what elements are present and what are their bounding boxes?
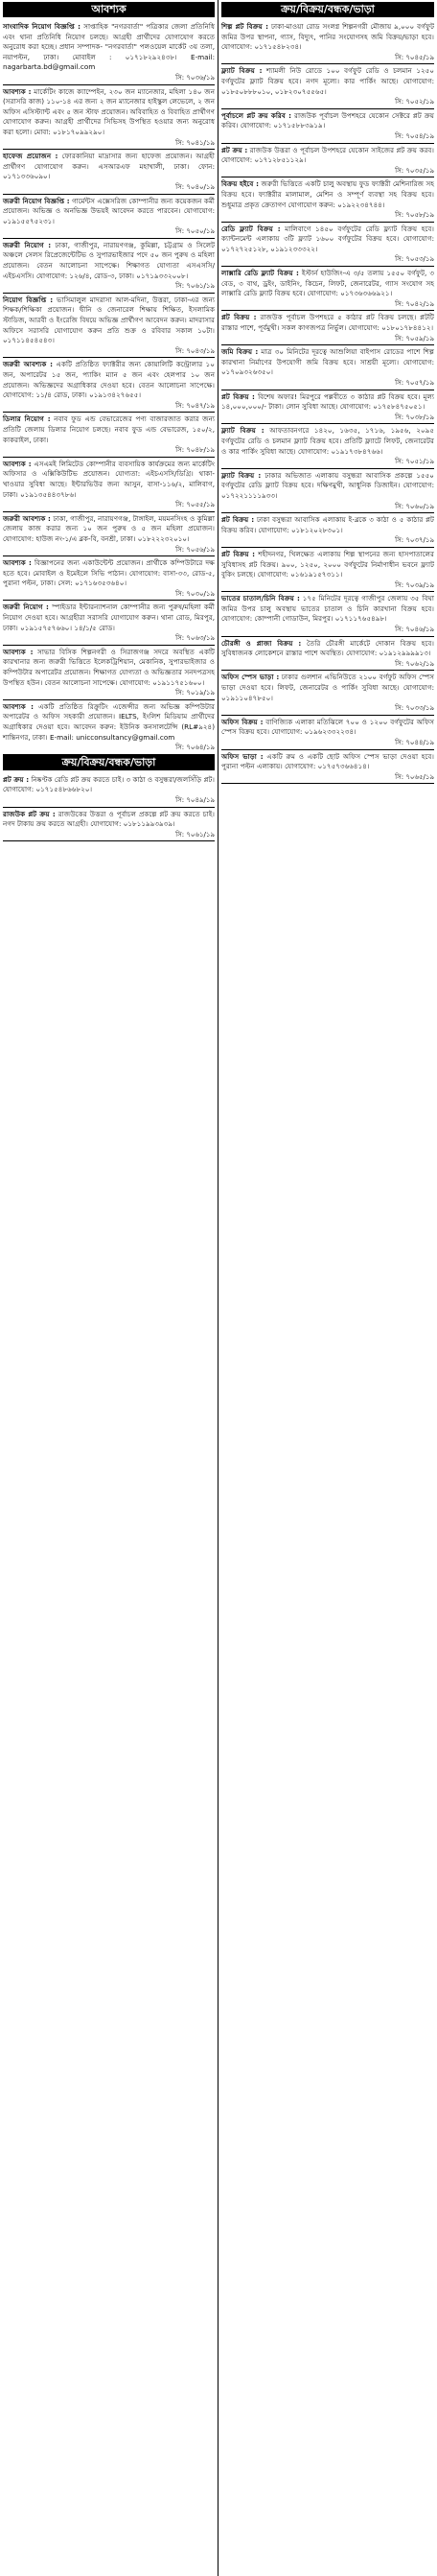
ad-body: মার্কেটিং কাজে ক্যাম্পেইন, ২৩০ জন ম্যানেজার, মহিলা ১৪০ জন (সরাসরি কাজ) ১১০-১৪ এর জন্য ২ জন ম্যানেজার হাইস্কুল লেভেলে, ২ জন অফিস এসিস্ট্যান্ট এবং ৫ জন স্টাফ প্রয়োজন। অবিবাহিত ও বিবাহিত প্রার্থীগণ যোগাযোগ করুন। আগ্রহী প্রার্থীদের সিভিসহ উপস্থিত হওয়ার জন্য অনুরোধ করা হলো। মোবা: ০১৮১৭০৯৯২৯০। — [3, 86, 215, 136]
ad-body: ১৭৫ মিনিটের দূরত্বে গাজীপুর জেলায় ৩৫ বিঘা জমির উপর চালু অবস্থায় ভাতের চাতাল ও চিনি কারখানা বিক্রয় হবে। যোগাযোগ: কোম্পানী গোডাউন, মিরপুর। ০১৭১১৭৬৫৪৯৮। — [221, 594, 434, 624]
ad-code: সি: ৭০৫১/১৯ — [395, 458, 434, 466]
ad-text — [3, 152, 215, 182]
ad-code: সি: ৭০৫২/১৯ — [395, 98, 434, 106]
ad-code: সি: ৭০৪২/১৯ — [395, 299, 434, 308]
ad-body: নিষ্কণ্টক রেডি প্লট ক্রয় করতে চাই। ৩ কাঠা ও বসুন্ধরা/জলসিঁড়ি প্লট। যোগাযোগ: ০১৭১৫৪৮৬৬৮২০। — [3, 774, 215, 794]
classified-ad — [221, 345, 434, 390]
ad-text — [221, 313, 434, 333]
ad-text — [221, 111, 434, 131]
ad-keyword: নিয়োগ বিজ্ঞপ্তি : — [3, 295, 54, 304]
ad-body: বাণিজ্যিক এলাকা মতিঝিলে ৭০০ ও ১২০০ বর্গফুটের অফিস স্পেস বিক্রয় হবে। যোগাযোগ: ০১৯৬২৩৩২২৩৪। — [221, 717, 434, 737]
ad-code: সি: ৭০৪৭/১৯ — [175, 401, 215, 410]
ad-keyword: প্লট বিক্রয় : — [221, 515, 255, 525]
ad-keyword: প্লট বিক্রয় : — [221, 313, 257, 322]
classified-ad — [3, 601, 215, 645]
classified-ad — [3, 700, 215, 755]
ad-code: সি: ৭০৬২/১৯ — [395, 659, 434, 668]
ad-text — [221, 392, 434, 413]
ad-body: স্পাইডার ইন্টারন্যাশনাল কোম্পানীর জন্য পুরুষ/মহিলা কর্মী নিয়োগ দেওয়া হবে। আগ্রহীরা সরাসরি যোগাযোগ করুন। থানা রোড, মিরপুর, ঢাকা। ০১৯১৫৭৫৭৬৬০। ১৪/১/৫ রোড। — [3, 603, 215, 632]
ad-code: সি: ৭০৩৭/১৯ — [395, 536, 434, 545]
ad-code: সি: ৭০৫০/১৯ — [175, 227, 215, 236]
ad-code: সি: ৭০৩০/১৯ — [175, 589, 215, 598]
ad-keyword: প্লট ক্রয় : — [221, 145, 248, 154]
ad-body: ঢাকা বসুন্ধরা আবাসিক এলাকায় ই-ব্লকে ৩ কাঠা ও ৫ কাঠার প্লট বিক্রয় করিব। যোগাযোগ: ০১৮১২০২৮৩০১। — [221, 515, 434, 534]
ad-text — [221, 269, 434, 299]
ad-keyword: প্লট ক্রয় : — [3, 774, 30, 784]
right-column — [218, 0, 437, 2576]
ad-keyword: রাজউক প্লট ক্রয় : — [3, 809, 56, 818]
ad-body: ঢাকা, গাজীপুর, নারায়ণগঞ্জ, টাঙ্গাইল, ময়মনসিংহ ও কুমিল্লা জেলায় কাজ করার জন্য ১০ জন পুরুষ ও ৫ জন মহিলা প্রয়োজন। যোগাযোগ: হাউজ নং-১/এ ব্লক-বি, বনশ্রী, ঢাকা। ০১৮২২২৩২০১০। — [3, 513, 215, 543]
ad-code: সি: ৭০৩৮/১৯ — [395, 413, 434, 421]
ad-code: সি: ৭০৪৩/১৯ — [175, 346, 215, 355]
ad-body: রাজউক উত্তরা ও পূর্বাচল উপশহরে যেকোন সাইজের প্লট ক্রয় করব। যোগাযোগ: ০১৭১২৮৫১১২৯। — [221, 145, 434, 165]
classified-ad — [221, 223, 434, 267]
ad-text — [221, 347, 434, 378]
ad-text — [221, 639, 434, 659]
ad-keyword: পূর্বাচলে প্লট ক্রয় করিব : — [221, 110, 291, 120]
classified-ad — [3, 773, 215, 808]
classified-ad — [3, 20, 215, 85]
ad-body: এসএমই লিমিটেড কোম্পানীর ব্যবসায়িক কার্যক্রমের জন্য মার্কেটিং অফিসার ও এক্সিকিউটিভ প্রয়োজন। যোগ্যতা: এইচএসসি/ডিগ্রি। থাকা-খাওয়ার সুবিধা আছে। ইন্টারভিউর জন্য আসুন, বাসা-১১৬/২, মালিবাগ, ঢাকা। ০১৯১৩৫৪৪৩৭৮৬। — [3, 459, 215, 499]
ad-keyword: জরুরী নিয়োগ : — [3, 603, 49, 612]
ad-body: সাপ্তাহিক "নগরবার্তা" পত্রিকার জেলা প্রতিনিধি এবং থানা প্রতিনিধি নিয়োগ চলছে। আগ্রহী প্রার্থীদের যোগাযোগ করতে অনুরোধ করা হচ্ছে। প্রধান সম্পাদক- "নগরবার্তা" পলওয়েল মার্কেট ৩য় তলা, নয়াপল্টন, ঢাকা। মোবাইল : ০১৭১৮২৯২৪৩৮। E-mail: nagarbarta.bd@gmail.com — [3, 22, 215, 72]
ad-body: বিজ্ঞাপনের জন্য একাউন্টেন্ট প্রয়োজন। প্রার্থীকে কম্পিউটারে দক্ষ হতে হবে। মোবাইল ও ইমেইলে সিভি পাঠান। যোগাযোগ: বাসা-৩৩, রোড-৫, পুরানা পল্টন, ঢাকা। সেল: ০১৭১৬৩৫৩৬৪০। — [3, 558, 215, 588]
ad-code: সি: ৭০৩৩/১৯ — [395, 704, 434, 713]
ad-keyword: বিক্রয় হইবে : — [221, 179, 259, 189]
ad-text — [3, 241, 215, 281]
classified-ad — [221, 144, 434, 178]
ad-body: নবাব ফুড এন্ড বেভারেজের পণ্য বাজারজাত করার জন্য প্রতিটি জেলায় ডিলার নিয়োগ চলছে। নবাব ফুড এন্ড বেভারেজ, ১৫০/২, কাকরাইল, ঢাকা। — [3, 414, 215, 444]
buy-sell-ads-list-left — [3, 773, 215, 842]
ad-keyword: লাক্সারি রেডি ফ্ল্যাট বিক্রয় : — [221, 269, 299, 278]
ad-code: সি: ৭০৪৬/১৯ — [395, 626, 434, 634]
classified-ad — [221, 513, 434, 548]
classified-ad — [3, 458, 215, 512]
ad-text — [3, 648, 215, 688]
ad-keyword: সাংবাদিক নিয়োগ বিজ্ঞপ্তি : — [3, 22, 81, 31]
classified-ad — [3, 413, 215, 457]
ad-keyword: অফিস স্পেস ভাড়া : — [221, 673, 280, 682]
ad-code: সি: ৭০৫৭/১৯ — [395, 379, 434, 387]
ad-body: শ্যামলী নিউ রোডে ১০০ বর্গফুট রেডি ও চলমান ১২৫০ বর্গফুটের ফ্ল্যাট বিক্রয় হবে। নগদ মূল্যে। কার পার্কিং আছে। যোগাযোগ: ০১৮৫০৮৮৮০১০, ০১৮২৩০৭৫৫৬৫। — [221, 66, 434, 96]
ad-keyword: রেডি ফ্ল্যাট বিক্রয় : — [221, 224, 281, 233]
ad-code: সি: ৭০৪৪/১৯ — [395, 739, 434, 746]
ad-body: ভাসিমালুল মাদরাসা আল-মদিনা, উত্তরা, ঢাকা-এর জন্য শিক্ষক/শিক্ষিকা প্রয়োজন। দ্বীনি ও জেনারেল শিক্ষায় শিক্ষিত, ইসলামিক স্টাডিজ, আরবী ও ইংরেজি বিষয়ে অভিজ্ঞ প্রার্থীগণ আবেদন করুন। মাদরাসার অফিসে সরাসরি যোগাযোগ করুন প্রতি শুক্র ও রবিবার সকাল ১০টা। ০১৭১১৪৫৪৫৪৩। — [3, 295, 215, 345]
ad-text — [3, 810, 215, 830]
ad-keyword: আবশ্যক : — [3, 701, 34, 711]
ad-keyword: জমি বিক্রয় : — [221, 347, 259, 357]
ad-body: ইস্টার্ন হাউজিং-এ ৩/৫ তলায় ১৫৫০ বর্গফুট, ৩ বেড, ৩ বাথ, ড্রইং, ডাইনিং, কিচেন, লিফট, জেনারেটর, গ্যাস সংযোগ সহ লাক্সারি রেডি ফ্ল্যাট বিক্রয় হবে। যোগাযোগ: ০১৭৩৬৩৬৬৯২১। — [221, 269, 434, 298]
ad-text — [3, 460, 215, 500]
ad-body: গার্মেন্টস এক্সেসরিজ কোম্পানীর জন্য কয়েকজন কর্মী প্রয়োজন। অভিজ্ঞ ও অনভিজ্ঞ উভয়ই আবেদন করতে পারবেন। যোগাযোগ: ০১৯১৫৫৭৫২৩১। — [3, 196, 215, 225]
ad-keyword: অফিস বিক্রয় : — [221, 717, 264, 726]
ad-text — [3, 360, 215, 400]
ad-body: রাজউক পূর্বাচল উপশহরে ৫ কাঠার প্লট বিক্রয় চলছে। প্লটটি রাস্তার পাশে, পূর্বমুখী। সকল কাগজপত্র নির্ভুল। যোগাযোগ: ০১৮০১৭৮৪৪১২। — [221, 313, 434, 333]
classified-ad — [221, 716, 434, 750]
ad-body: রাজউকের উত্তরা ও পূর্বাচল প্রকল্পে প্লট ক্রয় করতে চাই। নগদ টাকায় ক্রয় করতে আগ্রহী। যোগাযোগ: ০১৮১১৯৯৩৯৩৯। — [3, 809, 215, 829]
ad-code: সি: ৭০৬১/১৯ — [175, 282, 215, 291]
ad-code: সি: ৭০৩৯/১৯ — [395, 580, 434, 589]
ad-keyword: ভাতের চাতাল/চিনি বিক্রয় : — [221, 594, 300, 603]
ad-text — [221, 673, 434, 703]
ad-text — [221, 515, 434, 535]
ad-text — [3, 702, 215, 743]
ad-code: সি: ৭০৩৬/১৯ — [175, 73, 215, 82]
buy-sell-ads-list — [221, 20, 434, 784]
classified-ad — [221, 469, 434, 513]
ad-text — [221, 146, 434, 166]
classified-ad — [221, 267, 434, 311]
ad-body: ঢাকার অভিজাত এলাকায় বসুন্ধরা আবাসিক প্রকল্পে ১৫৫০ বর্গফুটের রেডি ফ্ল্যাট বিক্রয় হবে। দক্ষিণমুখী, আধুনিক ডিজাইন। যোগাযোগ: ০১৭২২১১১১৯৩৩। — [221, 470, 434, 500]
ad-keyword: জরুরী নিয়োগ বিজ্ঞপ্তি : — [3, 196, 70, 205]
section-header-buy-sell: ক্রয়/বিক্রয়/বন্ধক/ভাড়া — [221, 2, 434, 17]
ad-code: সি: ৭০৪৫/১৯ — [395, 53, 434, 61]
ad-keyword: প্লট বিক্রয় : — [221, 549, 256, 558]
ad-body: মালিবাগে ১৪৫০ বর্গফুটের রেডি ফ্ল্যাট বিক্রয় হবে। ক্যান্টনমেন্ট এলাকায় ৩টি ফ্ল্যাট ১৬০০ বর্গফুটের বিক্রয় হবে। যোগাযোগ: ০১৭২৭২৫১২৮, ০১৯১২৩৩৩২২। — [221, 224, 434, 253]
ad-text — [3, 87, 215, 138]
ad-keyword: আবশ্যক : — [3, 647, 34, 656]
classified-ad — [221, 311, 434, 345]
ad-keyword: হাফেজ প্রয়োজন : — [3, 152, 58, 161]
classified-ad — [3, 512, 215, 556]
ad-keyword: ফ্ল্যাট বিক্রয় : — [221, 426, 264, 436]
wanted-ads-list — [3, 20, 215, 755]
ad-body: একটি রুম ও একটি ছোট অফিস স্পেস ভাড়া দেওয়া হবে। পুরানা পল্টন এলাকায়। যোগাযোগ: ০১৭৫৭৩৬৬৪১৪। — [221, 751, 434, 771]
classified-ad — [221, 390, 434, 425]
ad-text — [3, 414, 215, 445]
ad-text — [3, 295, 215, 346]
ad-code: সি: ৭০৬৫/১৯ — [395, 772, 434, 781]
ad-body: আফতাবনগরে ১৪২০, ১৬৩৫, ১৭১৬, ১৯৫৬, ২০৯৫ বর্গফুটের রেডি ও চলমান ফ্ল্যাট বিক্রয় হবে। প্রতিটি ফ্ল্যাটে লিফট, জেনারেটর ও কার পার্কিং সুবিধা আছে। যোগাযোগ: ০১৯১৭৩৮৪৭৬৬। — [221, 426, 434, 456]
ad-text — [221, 66, 434, 97]
section-header-wanted: আবশ্যক — [3, 2, 215, 17]
classified-ad — [221, 637, 434, 672]
ad-keyword: ফ্ল্যাট বিক্রয় : — [221, 470, 262, 480]
ad-code: সি: ৭০৪১/১৯ — [175, 138, 215, 147]
ad-code: সি: ৭০৫৪/১৯ — [395, 131, 434, 140]
ad-code: সি: ৭০৪৯/১৯ — [175, 795, 215, 804]
left-column — [0, 0, 218, 2576]
ad-text — [221, 22, 434, 53]
ad-keyword: জরুরী আবশ্যক : — [3, 513, 51, 523]
ad-code: সি: ৭০৪০/১৯ — [175, 182, 215, 191]
ad-body: ফোরকানিয়া মাদ্রাসার জন্য হাফেজ প্রয়োজন। আগ্রহী প্রার্থীগণ যোগাযোগ করুন। এসআরএফ মহাখালী, ঢাকা। ফোন: ০১৭১৩৩৬০৯০। — [3, 152, 215, 181]
ad-code: সি: ৭০৬৪/১৯ — [175, 744, 215, 752]
ad-body: সাভার বিসিক শিল্পনগরী ও সিরাজগঞ্জ সদরে অবস্থিত একটি কারখানার জন্য জরুরী ভিত্তিতে ইলেকট্রিশিয়ান, মেকানিক, সুপারভাইজার ও কম্পিউটার অপারেটর প্রয়োজন। শিক্ষাগত যোগ্যতা ও অভিজ্ঞতার সনদপত্রসহ উপস্থিত হউন। বেতন আলোচনা সাপেক্ষে। যোগাযোগ: ০১৯১১৭৫১৬০০। — [3, 647, 215, 687]
ad-keyword: ডিলার নিয়োগ : — [3, 414, 51, 424]
classified-ad — [221, 548, 434, 592]
ad-code: সি: ৭০৫৮/১৯ — [395, 211, 434, 220]
classified-ad — [221, 64, 434, 108]
ad-keyword: চৌরঙ্গী ও প্লাজা বিক্রয় : — [221, 638, 302, 648]
ad-body: ঢাকার গুলশান এভিনিউতে ২১০০ বর্গফুট অফিস স্পেস ভাড়া দেওয়া হবে। লিফট, জেনারেটর ও পার্কিং সুবিধা আছে। যোগাযোগ: ০১৯১১০৪৭৮৫০। — [221, 673, 434, 702]
ad-keyword: অফিস ভাড়া : — [221, 751, 264, 761]
ad-body: মাত্র ৩০ মিনিটের দূরত্বে আশুলিয়া বাইপাস রোডের পাশে শিল্প কারখানা নির্মাণের উপযোগী জমি বিক্রয় হবে। সাশ্রয়ী মূল্যে। যোগাযোগ: ০১৭০৯৩২৬৩৫০। — [221, 347, 434, 377]
ad-keyword: ফ্ল্যাট বিক্রয় : — [221, 66, 263, 76]
classified-ad — [3, 294, 215, 359]
ad-keyword: শিল্প প্লট বিক্রয় : — [221, 22, 268, 31]
classified-ad — [221, 177, 434, 222]
ad-code: সি: ৭০৬০/১৯ — [395, 502, 434, 510]
ad-text — [3, 558, 215, 589]
ad-body: একটি প্রতিষ্ঠিত রিক্রুটিং এজেন্সীর জন্য অভিজ্ঞ কম্পিউটার অপারেটর ও অফিস সহকারী প্রয়োজন। IELTS, ইংলিশ মিডিয়াম প্রার্থীদের অগ্রাধিকার দেওয়া হবে। আবেদন করুন: ইউনিক কনসালটেন্সি (RL#৯২৪) শান্তিনগর, ঢাকা। E-mail: unicconsultancy@gmail.com — [3, 701, 215, 742]
ad-text — [221, 471, 434, 502]
ad-code: সি: ৭০১৯/১৯ — [175, 689, 215, 697]
ad-code: সি: ৭০৫৬/১৯ — [175, 545, 215, 554]
ad-text — [3, 603, 215, 633]
classified-ad — [221, 424, 434, 468]
classified-ad — [3, 85, 215, 151]
ad-body: রাজউক পূর্বাচল উপশহরে যেকোন সেক্টরে প্লট ক্রয় করিব। যোগাযোগ: ০১৭১৫৮৮৩৯১৯। — [221, 110, 434, 130]
classified-ad — [3, 646, 215, 700]
ad-body: তৈরি চৌরঙ্গী মার্কেটে দোকান বিক্রয় হবে। সুবিধাজনক লোকেশনে রাস্তার পাশে অবস্থিত। যোগাযোগ: ০১৯১২৯৯৯৯১৩। — [221, 638, 434, 658]
ad-text — [221, 718, 434, 738]
classified-ad — [3, 150, 215, 194]
ad-code: সি: ৭০৬৩/১৯ — [175, 634, 215, 643]
ad-code: সি: ৭০৪৮/১৯ — [175, 446, 215, 455]
classified-ad — [221, 671, 434, 715]
ad-code: সি: ৭০৬১/১৯ — [175, 830, 215, 839]
ad-text — [221, 752, 434, 772]
section-header-buy-sell-left: ক্রয়/বিক্রয়/বন্ধক/ভাড়া — [3, 755, 215, 770]
ad-text — [3, 197, 215, 227]
ad-text — [3, 775, 215, 795]
ad-body: ঢাকা-মাওয়া রোড সংলগ্ন শিল্পনগরী মৌজায় ৯,০০০ বর্গফুট জমির উপর স্থাপনা, গ্যাস, বিদ্যুৎ, পানির সংযোগসহ জমি বিক্রয়/ভাড়া হবে। যোগাযোগ: ০১৭১৫৪৮২৩৪। — [221, 22, 434, 52]
classified-ad — [3, 808, 215, 842]
ad-text — [221, 594, 434, 625]
ad-keyword: জরুরী নিয়োগ : — [3, 240, 52, 249]
classified-ad — [221, 750, 434, 785]
ad-keyword: আবশ্যক : — [3, 558, 32, 568]
ad-text — [221, 179, 434, 210]
ad-body: শহীদনগর, খিলক্ষেত এলাকায় শিল্প স্থাপনের জন্য হাসপাতালের সুবিধাসহ প্লট বিক্রয়। ৯০০, ১২৫০, ২০০০ বর্গফুটের নির্মাণাধীন ভবনে ফ্ল্যাট বুকিং চলছে। যোগাযোগ: ০১৬১৯১৫৭৩১১। — [221, 549, 434, 579]
ad-text — [221, 225, 434, 255]
classified-ad — [3, 358, 215, 413]
ad-text — [3, 22, 215, 73]
ad-body: ঢাকা, গাজীপুর, নারায়ণগঞ্জ, কুমিল্লা, চট্টগ্রাম ও সিলেট অঞ্চলে সেলস রিপ্রেজেন্টেটিভ ও সুপারভাইজার পদে ৫০ জন পুরুষ ও মহিলা প্রয়োজন। বেতন আলোচনা সাপেক্ষে। শিক্ষাগত যোগ্যতা এসএসসি/এইচএসসি। যোগাযোগ: ১২৬/৪, রোড-৩, ঢাকা। ০১৭১৯৩৩২০০৮। — [3, 240, 215, 280]
ad-code: সি: ৭০৫৫/১৯ — [175, 501, 215, 509]
classified-ad — [221, 20, 434, 64]
ad-text — [221, 550, 434, 580]
ad-keyword: আবশ্যক : — [3, 86, 32, 96]
ad-text — [3, 514, 215, 545]
ad-body: একটি প্রতিষ্ঠিত ফ্যাক্টরীর জন্য কোয়ালিটি কন্ট্রোলার ১০ জন, অপারেটর ১৫ জন, প্যাকিং ম্যান ৫ জন এবং হেলপার ১০ জন প্রয়োজন। অভিজ্ঞদের অগ্রাধিকার দেওয়া হবে। বেতন আলোচনা সাপেক্ষে। যোগাযোগ: ১১/৪ রোড, ঢাকা। ০১৯১৩৪২৭৬৫৫। — [3, 360, 215, 400]
ad-body: জরুরী ভিত্তিতে একটি চালু অবস্থায় ফুড ফ্যাক্টরী মেশিনারিজ সহ বিক্রয় হবে। ফ্যাক্টরীর মালামাল, মেশিন ও সম্পূর্ণ ব্যবস্থা সহ বিক্রয় হবে। শুধুমাত্র প্রকৃত ক্রেতাগণ যোগাযোগ করুন: ০১৯২২৩৪৭৪৪। — [221, 179, 434, 209]
classified-ad — [3, 556, 215, 601]
classified-ad — [221, 109, 434, 144]
ad-keyword: জরুরী আবশ্যক : — [3, 360, 54, 369]
ad-code: সি: ৭০৫৩/১৯ — [395, 255, 434, 264]
ad-code: সি: ৭০৩৫/১৯ — [395, 166, 434, 175]
ad-keyword: প্লট বিক্রয় : — [221, 391, 255, 401]
ad-body: বিশেষ অফার! মিরপুরে পল্লবীতে ৩ কাঠার প্লট বিক্রয় হবে। মূল্য ১৪,০০০,০০০/- টাকা। লোন সুবিধা আছে। যোগাযোগ: ০১৭৫৮৪৭৫০৫১। — [221, 391, 434, 412]
classified-ad — [3, 195, 215, 239]
ad-code: সি: ৭০৫৯/১৯ — [395, 334, 434, 343]
classified-ad — [3, 239, 215, 294]
ad-keyword: আবশ্যক : — [3, 459, 32, 468]
classified-ad — [221, 592, 434, 636]
ad-text — [221, 426, 434, 457]
